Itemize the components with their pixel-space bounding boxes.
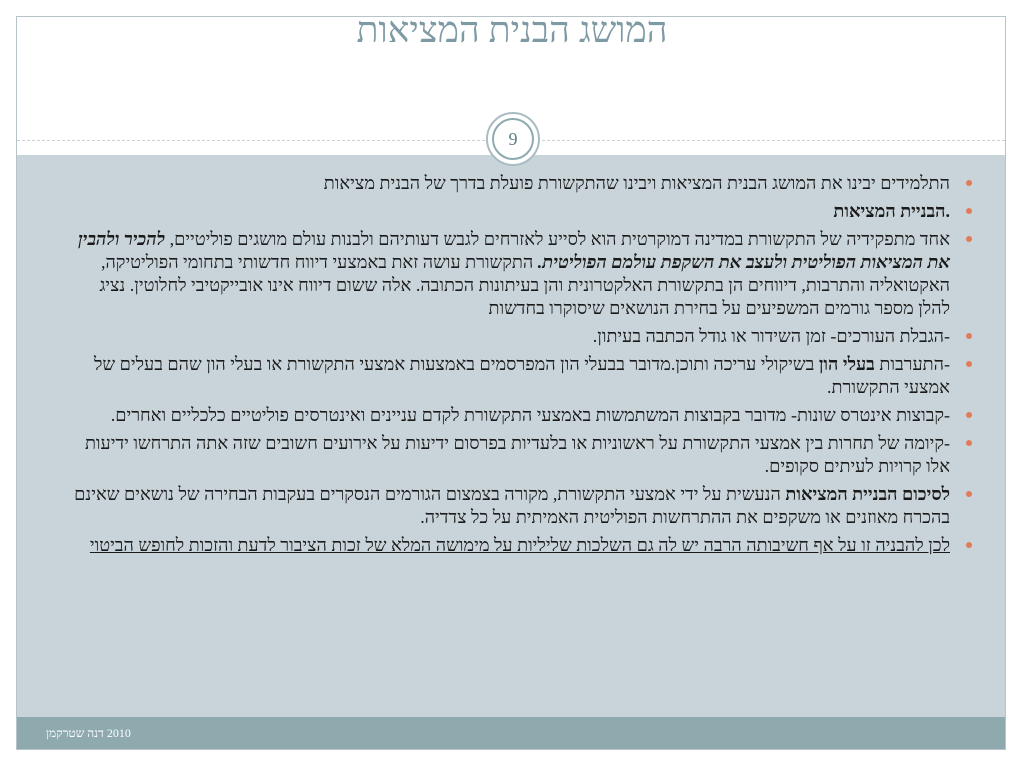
bullet-item: [66, 325, 950, 348]
bullet-emphasis: להכיר ולהבין את המציאות הפוליטית ולעצב את השקפת עולמם הפוליטית.: [78, 229, 950, 272]
bullet-item: [66, 483, 950, 529]
bullet-text: הנעשית על ידי אמצעי התקשורת, מקורה בצמצום הגורמים הנסקרים בעקבות הבחירה של נושאים שאינם בהכרח מאוזנים או משקפים את ההתרחשות הפוליטית האמיתית על כל צדדיה.: [74, 484, 950, 527]
bullet-dot-icon: [966, 412, 972, 418]
bullet-item: [66, 534, 950, 557]
bullet-item: [66, 172, 950, 195]
bullet-item: [66, 228, 950, 320]
bullet-emphasis: בעלי הון: [818, 354, 875, 374]
bullet-dot-icon: [966, 236, 972, 242]
bullet-text: התקשורת עושה זאת באמצעי דיווח חדשותי בתחומי הפוליטיקה, האקטואליה והתרבות, דיווחים הן בתקשורת האלקטרונית והן בעיתונות הכתובה. אלה ששום דיווח אינו אובייקטיבי לחלוטין. נציג להלן מספר גורמים המשפיעים על בחירת הנושאים שיסוקרו בחדשות: [99, 252, 950, 318]
footer-bar: [17, 717, 1005, 749]
bullet-item: [66, 404, 950, 427]
bullet-dot-icon: [966, 180, 972, 186]
bullet-dot-icon: [966, 208, 972, 214]
bullet-item: [66, 432, 950, 478]
bullet-dot-icon: [966, 491, 972, 497]
bullet-text: אחד מתפקידיה של התקשורת במדינה דמוקרטית הוא לסייע לאזרחים לגבש דעותיהם ולבנות עולם מושגים פוליטיים,: [165, 229, 950, 249]
bullet-dot-icon: [966, 361, 972, 367]
bullet-item: [66, 200, 950, 223]
bullet-text: -הגבלת העורכים- זמן השידור או גודל הכתבה בעיתון.: [592, 326, 950, 346]
page-number: 9: [492, 118, 534, 160]
footer-text: 2010 דנה שטרקמן: [46, 726, 131, 740]
bullet-dot-icon: [966, 440, 972, 446]
bullet-dot-icon: [966, 333, 972, 339]
bullet-text: -קיומה של תחרות בין אמצעי התקשורת על ראשוניות או בלעדיות בפרסום ידיעות על אירועים חשובים שזה אתה התרחשו ידיעות אלו קרויות לעיתים סקופים.: [84, 433, 950, 476]
bullet-text: -קבוצות אינטרס שונות- מדובר בקבוצות המשתמשות באמצעי התקשורת לקדם עניינים ואינטרסים פוליטיים כלכליים ואחרים.: [110, 405, 950, 425]
bullet-emphasis: לסיכום הבניית המציאות: [785, 484, 950, 504]
bullet-list: [66, 172, 950, 562]
bullet-text: התלמידים יבינו את המושג הבנית המציאות ויבינו שהתקשורת פועלת בדרך של הבנית מציאות: [323, 173, 950, 193]
slide-title: המושג הבנית המציאות: [356, 10, 668, 50]
bullet-heading: .הבניית המציאות: [833, 201, 950, 221]
page-number-badge: [486, 112, 540, 166]
bullet-dot-icon: [966, 542, 972, 548]
bullet-text: -התערבות: [874, 354, 950, 374]
bullet-conclusion: לכן להבניה זו על אף חשיבותה הרבה יש לה גם השלכות שליליות על מימושה המלא של זכות הציבור לדעת והזכות לחופש הביטוי: [89, 535, 950, 555]
bullet-item: [66, 353, 950, 399]
bullet-text: בשיקולי עריכה ותוכן.מדובר בבעלי הון המפרסמים באמצעות אמצעי התקשורת או בעלי הון שהם בעלים של אמצעי התקשורת.: [94, 354, 950, 397]
